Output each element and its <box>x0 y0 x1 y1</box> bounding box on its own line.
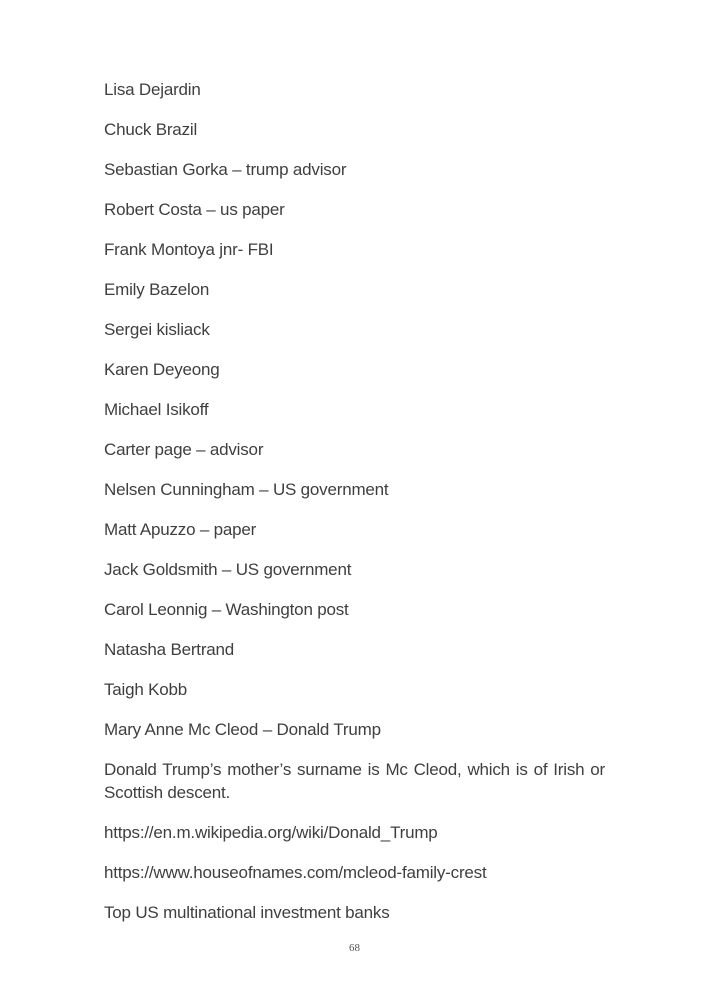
list-item: Jack Goldsmith – US government <box>104 560 352 579</box>
list-item: Robert Costa – us paper <box>104 200 285 219</box>
list-item: Frank Montoya jnr- FBI <box>104 240 274 259</box>
list-item: Mary Anne Mc Cleod – Donald Trump <box>104 720 381 739</box>
list-item: Sebastian Gorka – trump advisor <box>104 160 347 179</box>
list-item: Michael Isikoff <box>104 400 209 419</box>
list-item: Carter page – advisor <box>104 440 264 459</box>
body-paragraph: Donald Trump’s mother’s surname is Mc Cleod, which is of Irish or Scottish descent. <box>104 760 605 802</box>
list-item: Nelsen Cunningham – US government <box>104 480 389 499</box>
list-item: Natasha Bertrand <box>104 640 235 659</box>
list-item: Lisa Dejardin <box>104 80 201 99</box>
section-heading-text: Top US multinational investment banks <box>104 903 390 922</box>
list-item: Matt Apuzzo – paper <box>104 520 257 539</box>
list-item: Emily Bazelon <box>104 280 210 299</box>
list-item: Chuck Brazil <box>104 120 198 139</box>
list-item: Carol Leonnig – Washington post <box>104 600 349 619</box>
list-item: Taigh Kobb <box>104 680 188 699</box>
wikipedia-url-text: https://en.m.wikipedia.org/wiki/Donald_Trump <box>104 823 438 842</box>
list-item: Sergei kisliack <box>104 320 210 339</box>
page-number: 68 <box>349 942 360 954</box>
page-content <box>104 78 605 941</box>
houseofnames-url-text: https://www.houseofnames.com/mcleod-family-crest <box>104 863 487 882</box>
list-item: Karen Deyeong <box>104 360 220 379</box>
